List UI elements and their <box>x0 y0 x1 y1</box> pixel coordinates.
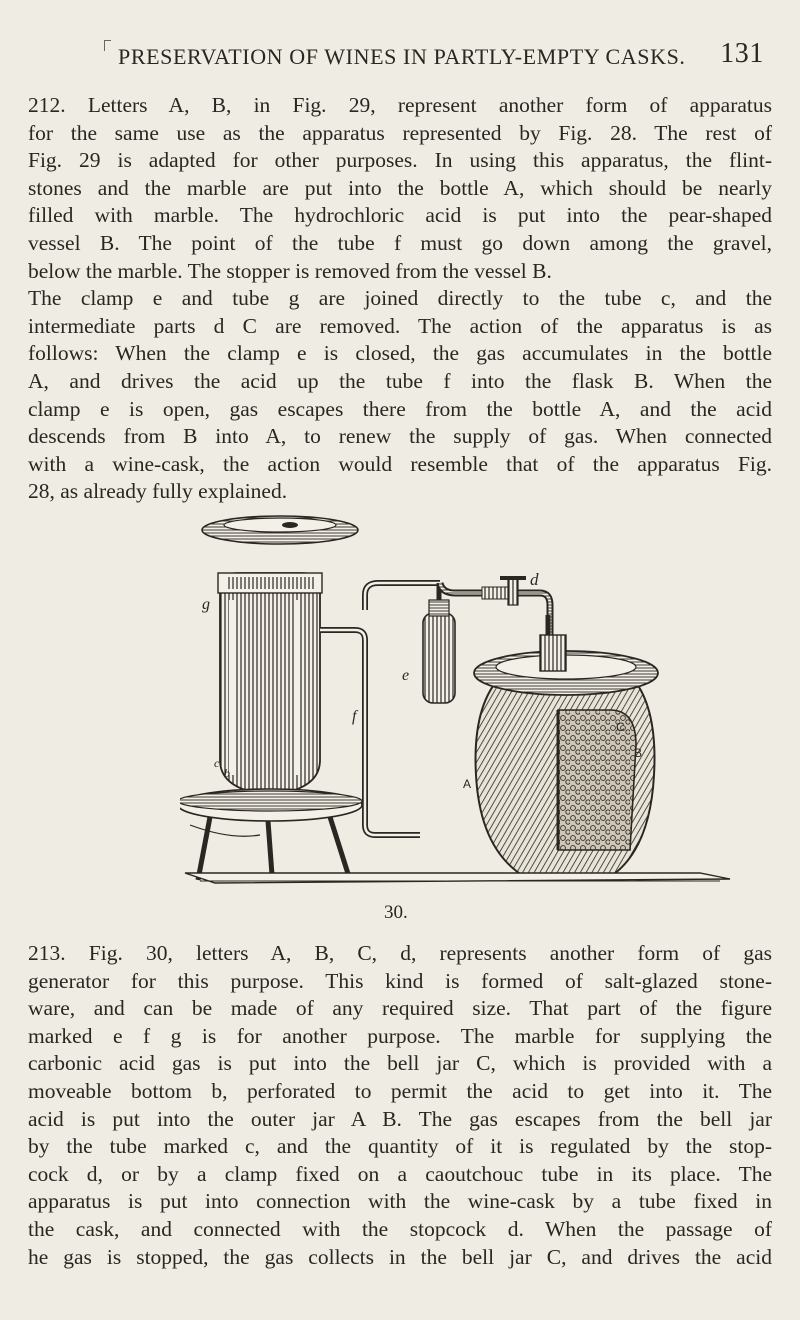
text-line: for the same use as the apparatus represented by Fig. 28. The rest of <box>28 120 772 145</box>
text-line: cock d, or by a clamp fixed on a caoutchouc tube in its place. The <box>28 1161 772 1186</box>
running-header <box>110 38 764 82</box>
running-header-title: PRESERVATION OF WINES IN PARTLY-EMPTY CASKS. <box>118 44 686 69</box>
text-line: the cask, and connected with the stopcock d. When the passage of <box>28 1216 772 1241</box>
text-line: A, and drives the acid up the tube f into the flask B. When the <box>28 368 772 393</box>
label-d: d <box>530 570 539 589</box>
label-big-c: C <box>616 720 625 734</box>
text-line: 28, as already fully explained. <box>28 479 288 504</box>
label-g: g <box>202 596 210 613</box>
tube-c <box>440 583 550 650</box>
text-line: apparatus is put into connection with the wine-cask by a tube fixed in <box>28 1189 772 1214</box>
left-vessel <box>218 573 322 795</box>
text-line: with a wine-cask, the action would resemble that of the apparatus Fig. <box>28 451 772 476</box>
text-line: 212. Letters A, B, in Fig. 29, represent another form of apparatus <box>28 93 772 117</box>
text-line: descends from B into A, to renew the supply of gas. When connected <box>28 424 772 449</box>
text-line: moveable bottom b, perforated to permit the acid to get into it. The <box>28 1078 772 1103</box>
label-c: c <box>214 756 220 770</box>
label-e: e <box>402 667 410 684</box>
label-big-b: B <box>634 746 643 760</box>
clamp-e-bottle <box>423 583 455 703</box>
text-line: 213. Fig. 30, letters A, B, C, d, represents another form of gas <box>28 941 772 965</box>
label-b: b <box>224 766 230 780</box>
figure-caption: 30. <box>384 902 408 923</box>
paragraph-212 <box>28 92 772 506</box>
text-line: Fig. 29 is adapted for other purposes. In using this apparatus, the flint- <box>28 148 772 173</box>
text-line: follows: When the clamp e is closed, the gas accumulates in the bottle <box>28 341 772 366</box>
page-number: 131 <box>720 38 764 69</box>
text-line: generator for this purpose. This kind is formed of salt-glazed stone- <box>28 968 772 993</box>
label-a: A <box>463 777 472 791</box>
text-line: The clamp e and tube g are joined directly to the tube c, and the <box>28 286 772 311</box>
text-line: filled with marble. The hydrochloric acid is put into the pear-shaped <box>28 203 772 228</box>
paragraph-213 <box>28 940 772 1271</box>
text-line: vessel B. The point of the tube f must go down among the gravel, <box>28 230 772 255</box>
text-line: he gas is stopped, the gas collects in the bell jar C, and drives the acid <box>28 1244 772 1269</box>
label-f: f <box>352 708 357 725</box>
text-line: below the marble. The stopper is removed from the vessel B. <box>28 258 552 283</box>
text-line: clamp e is open, gas escapes there from the bottle A, and the acid <box>28 396 772 421</box>
figure-30-gas-apparatus <box>180 505 740 890</box>
text-line: ware, and can be made of any required size. That part of the figure <box>28 996 772 1021</box>
text-line: by the tube marked c, and the quantity of it is regulated by the stop- <box>28 1134 772 1159</box>
text-line: marked e f g is for another purpose. The marble for supplying the <box>28 1023 772 1048</box>
text-line: intermediate parts d C are removed. The action of the apparatus is as <box>28 313 772 338</box>
bell-jar-lid <box>202 516 358 544</box>
base-board <box>185 873 730 883</box>
text-line: carbonic acid gas is put into the bell jar C, which is provided with a <box>28 1051 772 1076</box>
apparatus-engraving <box>180 505 740 890</box>
text-line: stones and the marble are put into the bottle A, which should be nearly <box>28 175 772 200</box>
vessel-stand <box>180 789 362 880</box>
text-line: acid is put into the outer jar A B. The gas escapes from the bell jar <box>28 1106 772 1131</box>
